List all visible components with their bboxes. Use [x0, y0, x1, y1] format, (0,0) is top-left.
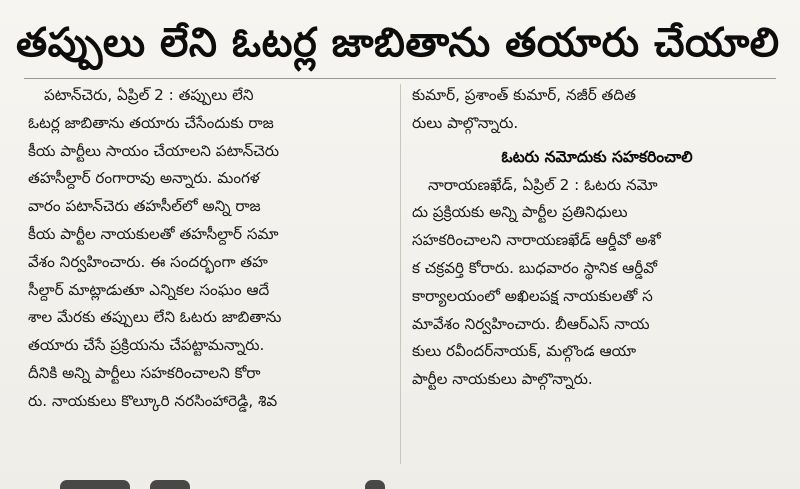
article-subheading: ఓటరు నమోదుకు సహకరించాలి	[501, 147, 693, 166]
paragraph-line: కులు రవీందర్‌నాయక్, మల్గొండ ఆయా	[412, 342, 636, 361]
paragraph-line: సీల్దార్ మాట్లాడుతూ ఎన్నికల సంఘం ఆదే	[28, 280, 270, 299]
paragraph-line: దీనికి అన్ని పార్టీలు సహకరించాలని కోరా	[28, 363, 261, 382]
paragraph-line: కార్యాలయంలో అఖిలపక్ష నాయకులతో స	[412, 286, 653, 305]
paragraph-line: పార్టీల నాయకులు పాల్గొన్నారు.	[412, 370, 593, 389]
paragraph-line: శాల మేరకు తప్పులు లేని ఓటరు జాబితాను	[28, 308, 282, 327]
column-divider	[400, 84, 401, 464]
paragraph-line: నారాయణఖేడ్, ఏప్రిల్ 2 : ఓటరు నమో	[428, 175, 658, 194]
paragraph-line: కీయ పార్టీల నాయకులతో తహసీల్దార్ సమా	[28, 224, 279, 243]
paragraph-line: వారం పటాన్‌చెరు తహసీల్‌లో అన్ని రాజ	[28, 197, 261, 216]
paragraph-line: మావేశం నిర్వహించారు. బీఆర్ఎస్ నాయ	[412, 314, 650, 333]
paragraph-line: పటాన్‌చెరు, ఏప్రిల్ 2 : తప్పులు లేని	[44, 86, 254, 104]
paragraph-line: దు ప్రక్రియకు అన్ని పార్టీల ప్రతినిధులు	[412, 203, 628, 222]
paragraph-line: కీయ పార్టీలు సాయం చేయాలని పటాన్‌చెరు	[28, 141, 280, 160]
headline-rule	[24, 78, 776, 79]
paragraph-line: వేశం నిర్వహించారు. ఈ సందర్భంగా తహ	[28, 252, 268, 271]
paragraph-line: రులు పాల్గొన్నారు.	[412, 113, 519, 132]
paragraph-line: సహకరించాలని నారాయణఖేడ్ ఆర్డీవో అశో	[412, 231, 661, 250]
cropped-next-article-edge	[0, 474, 800, 489]
paragraph-line: కుమార్, ప్రశాంత్ కుమార్, నజీర్ తదిత	[412, 86, 636, 104]
right-column	[412, 82, 782, 394]
paragraph-line: తయారు చేసే ప్రక్రియను చేపట్టామన్నారు.	[28, 336, 265, 355]
article-headline: తప్పులు లేని ఓటర్ల జాబితాను తయారు చేయాలి	[16, 20, 780, 66]
paragraph-line: రు. నాయకులు కొల్కూరి నరసింహారెడ్డి, శివ	[28, 391, 278, 410]
paragraph-line: క చక్రవర్తి కోరారు. బుధవారం స్థానిక ఆర్డీవో	[412, 258, 658, 277]
paragraph-line: ఓటర్ల జాబితాను తయారు చేసేందుకు రాజ	[28, 113, 274, 132]
left-column	[28, 82, 393, 416]
paragraph-line: తహసీల్దార్ రంగారావు అన్నారు. మంగళ	[28, 169, 260, 188]
